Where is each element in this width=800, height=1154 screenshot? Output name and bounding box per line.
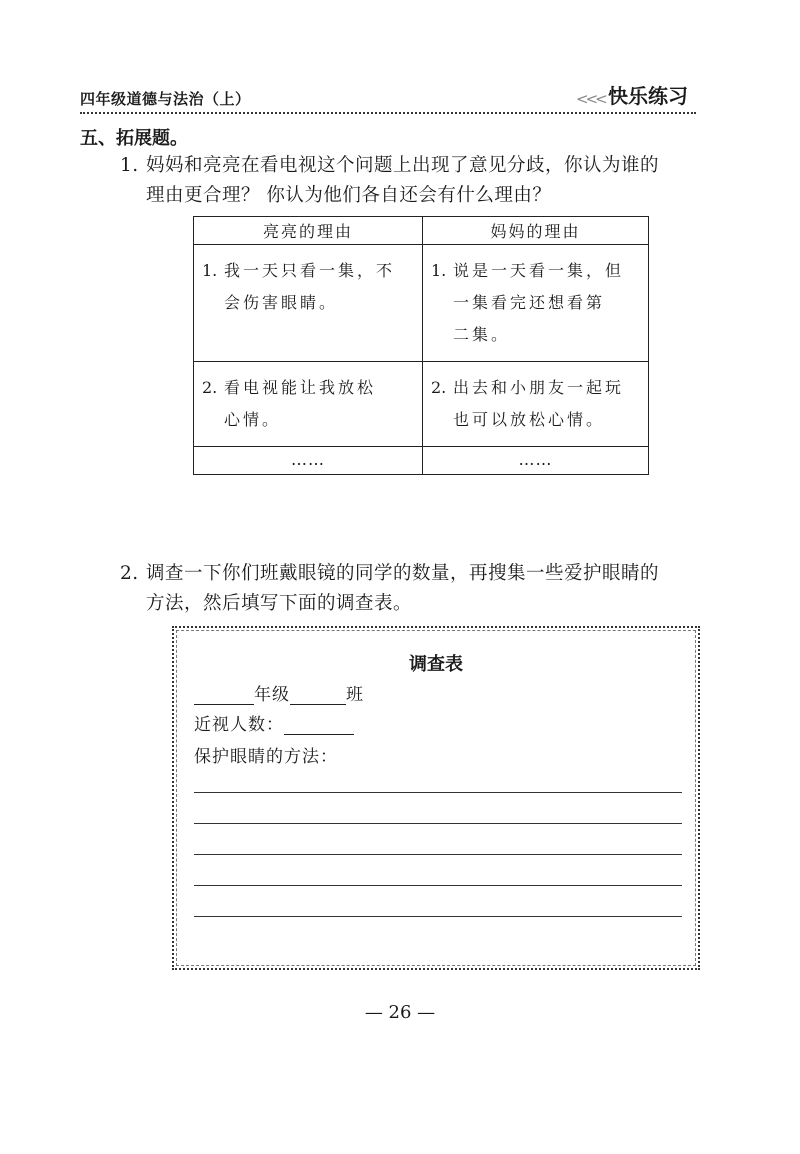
reason-text: 出去和小朋友一起玩 xyxy=(453,378,625,397)
section-title: 五、拓展题。 xyxy=(80,128,188,149)
answer-line[interactable] xyxy=(194,823,682,824)
question-2-line-1: 调查一下你们班戴眼镜的同学的数量，再搜集一些爱护眼睛的 xyxy=(146,563,660,584)
methods-label: 保护眼睛的方法： xyxy=(194,747,338,767)
answer-line[interactable] xyxy=(194,916,682,917)
grade-label: 年级 xyxy=(254,685,290,705)
reason-text: 看电视能让我放松 xyxy=(224,378,377,397)
myopia-row xyxy=(194,710,354,735)
table-cell xyxy=(423,245,649,362)
question-1-number: 1. xyxy=(120,155,139,176)
question-2-line-2: 方法，然后填写下面的调查表。 xyxy=(146,593,413,614)
table-row xyxy=(194,447,649,475)
ellipsis-cell: …… xyxy=(423,447,649,475)
column-header-liangliang: 亮亮的理由 xyxy=(194,217,423,245)
question-2 xyxy=(120,559,720,619)
answer-line[interactable] xyxy=(194,792,682,793)
chevron-left-icon: <<< xyxy=(576,90,605,108)
question-1-line-1: 妈妈和亮亮在看电视这个问题上出现了意见分歧，你认为谁的 xyxy=(146,155,660,176)
reasons-table xyxy=(193,216,649,475)
grade-blank[interactable] xyxy=(194,704,254,705)
survey-form xyxy=(172,626,700,970)
question-1-line-2: 理由更合理？ 你认为他们各自还会有什么理由？ xyxy=(146,185,552,206)
grade-class-row xyxy=(194,680,364,705)
book-title: 四年级道德与法治（上） xyxy=(80,90,251,108)
reason-text: 二集。 xyxy=(453,325,511,344)
answer-line[interactable] xyxy=(194,885,682,886)
table-cell xyxy=(423,362,649,447)
reason-text: 也可以放松心情。 xyxy=(453,410,606,429)
table-cell xyxy=(194,362,423,447)
survey-title: 调查表 xyxy=(409,654,463,675)
section-tag: 快乐练习 xyxy=(608,84,688,108)
reason-number: 2. xyxy=(431,378,447,397)
header-divider xyxy=(80,112,696,114)
page-header xyxy=(80,74,696,116)
question-1 xyxy=(120,151,720,211)
question-2-number: 2. xyxy=(120,563,139,584)
reason-number: 1. xyxy=(431,261,447,280)
answer-line[interactable] xyxy=(194,854,682,855)
table-row xyxy=(194,245,649,362)
table-cell xyxy=(194,245,423,362)
ellipsis-cell: …… xyxy=(194,447,423,475)
reason-text: 说是一天看一集，但 xyxy=(453,261,625,280)
reason-text: 心情。 xyxy=(224,410,282,429)
column-header-mom: 妈妈的理由 xyxy=(423,217,649,245)
reason-text: 会伤害眼睛。 xyxy=(224,293,339,312)
reason-number: 1. xyxy=(202,261,218,280)
page-number: — 26 — xyxy=(364,1002,436,1023)
reason-number: 2. xyxy=(202,378,218,397)
class-label: 班 xyxy=(346,685,364,705)
class-blank[interactable] xyxy=(290,704,346,705)
myopia-blank[interactable] xyxy=(284,734,354,735)
myopia-label: 近视人数： xyxy=(194,715,284,735)
reason-text: 一集看完还想看第 xyxy=(453,293,606,312)
table-row xyxy=(194,362,649,447)
reason-text: 我一天只看一集，不 xyxy=(224,261,396,280)
